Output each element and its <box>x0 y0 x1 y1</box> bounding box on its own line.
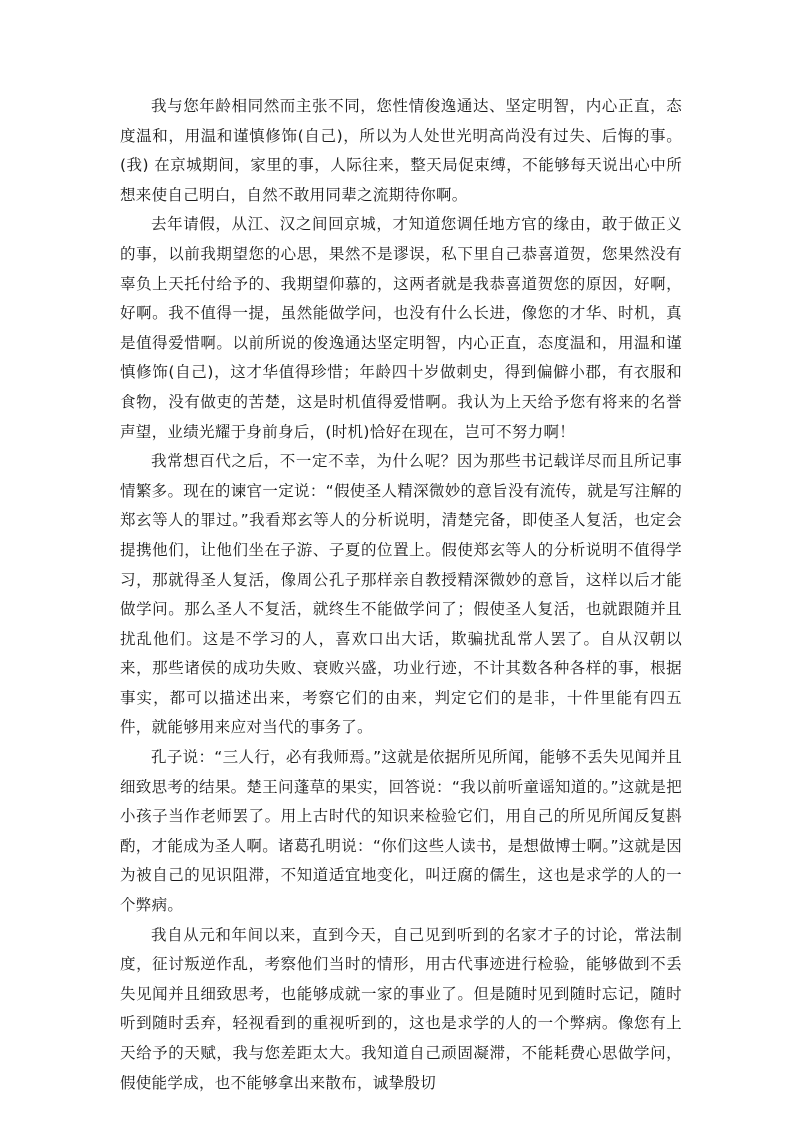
paragraph-5: 我自从元和年间以来，直到今天，自己见到听到的名家才子的讨论，常法制度，征讨叛逆作乱，考察他们当时的情形，用古代事迹进行检验，能够做到不丢失见闻并且细致思考，也能够成就一家的事业了。但是随时见到随时忘记，随时听到随时丢弃，轻视看到的重视听到的，这也是求学的人的一个弊病。像您有上天给予的天赋，我与您差距太大。我知道自己顽固凝滞，不能耗费心思做学问，假使能学成，也不能够拿出来散布，诚挚殷切 <box>120 925 682 1092</box>
paragraph-1: 我与您年龄相同然而主张不同，您性情俊逸通达、坚定明智，内心正直，态度温和，用温和谨慎修饰(自己)，所以为人处世光明高尚没有过失、后悔的事。(我) 在京城期间，家里的事，人际往来，整天局促束缚，不能够每天说出心中所想来使自己明白，自然不敢用同辈之流期待你啊。 <box>120 97 682 204</box>
paragraph-3: 我常想百代之后，不一定不幸，为什么呢？因为那些书记载详尽而且所记事情繁多。现在的谏官一定说：“假使圣人精深微妙的意旨没有流传，就是写注解的郑玄等人的罪过。”我看郑玄等人的分析说明，清楚完备，即使圣人复活，也定会提携他们，让他们坐在子游、子夏的位置上。假使郑玄等人的分析说明不值得学习，那就得圣人复活，像周公孔子那样亲自教授精深微妙的意旨，这样以后才能做学问。那么圣人不复活，就终生不能做学问了；假使圣人复活，也就跟随并且扰乱他们。这是不学习的人，喜欢口出大话，欺骗扰乱常人罢了。自从汉朝以来，那些诸侯的成功失败、衰败兴盛，功业行迹，不计其数各种各样的事，根据事实，都可以描述出来，考察它们的由来，判定它们的是非，十件里能有四五件，就能够用来应对当代的事务了。 <box>120 452 682 737</box>
paragraph-4: 孔子说：“三人行，必有我师焉。”这就是依据所见所闻，能够不丢失见闻并且细致思考的结果。楚王问蓬草的果实，回答说：“我以前听童谣知道的。”这就是把小孩子当作老师罢了。用上古时代的知识来检验它们，用自己的所见所闻反复斟酌，才能成为圣人啊。诸葛孔明说：“你们这些人读书，是想做博士啊。”这就是因为被自己的见识阻滞，不知道适宜地变化，叫迂腐的儒生，这也是求学的人的一个弊病。 <box>120 748 682 915</box>
paragraph-2: 去年请假，从江、汉之间回京城，才知道您调任地方官的缘由，敢于做正义的事，以前我期望您的心思，果然不是谬误，私下里自己恭喜道贺，您果然没有辜负上天托付给予的、我期望仰慕的，这两者就是我恭喜道贺您的原因，好啊，好啊。我不值得一提，虽然能做学问，也没有什么长进，像您的才华、时机，真是值得爱惜啊。以前所说的俊逸通达坚定明智，内心正直，态度温和，用温和谨慎修饰(自己)，这才华值得珍惜；年龄四十岁做刺史，得到偏僻小郡，有衣服和食物，没有做吏的苦楚，这是时机值得爱惜啊。我认为上天给予您有将来的名誉声望，业绩光耀于身前身后，(时机)恰好在现在，岂可不努力啊！ <box>120 215 682 441</box>
document-body <box>120 92 682 1098</box>
